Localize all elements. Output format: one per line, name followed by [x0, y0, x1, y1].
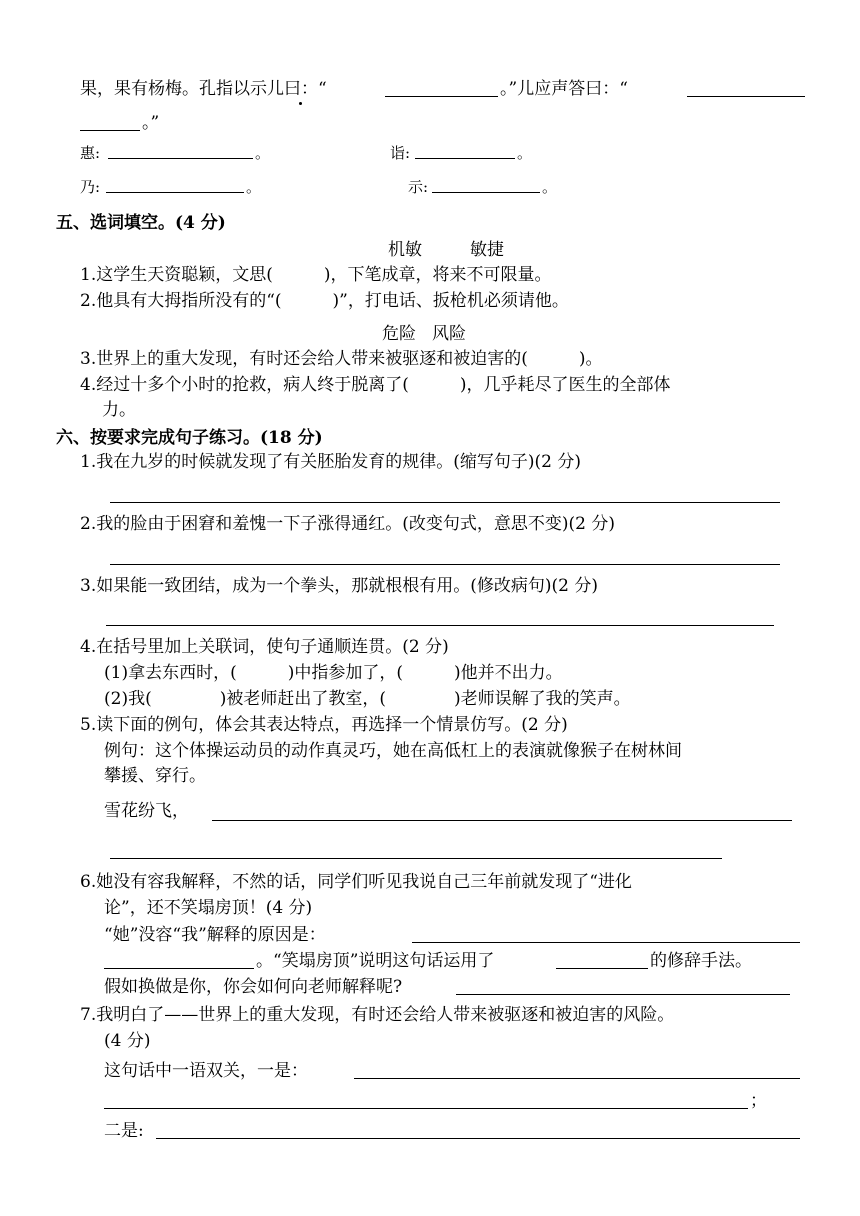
- answer-blank[interactable]: [106, 192, 244, 193]
- answer-line[interactable]: [106, 625, 774, 626]
- gloss-end: 。: [246, 178, 262, 196]
- gloss-nai: 乃:: [80, 178, 101, 196]
- answer-blank[interactable]: [104, 968, 254, 969]
- question-6-6-mid: 。“笑塌房顶”说明这句话运用了: [256, 951, 495, 971]
- question-6-7-two: 二是:: [104, 1121, 144, 1141]
- question-5-4: 4.经过十多个小时的抢救，病人终于脱离了( )，几乎耗尽了医生的全部体: [80, 375, 671, 395]
- answer-blank[interactable]: [385, 96, 498, 97]
- question-6-4-2: (2)我( )被老师赶出了教室，( )老师误解了我的笑声。: [104, 689, 631, 709]
- passage-line1-b: 。”儿应声答曰：“: [500, 79, 628, 99]
- answer-line[interactable]: [156, 1138, 800, 1139]
- answer-line[interactable]: [354, 1078, 800, 1079]
- gloss-end: 。: [255, 144, 271, 162]
- question-6-6: 6.她没有容我解释，不然的话，同学们听见我说自己三年前就发现了“进化: [80, 872, 632, 892]
- passage-line1-a: 果，果有杨梅。孔指以示儿曰：“: [80, 79, 327, 99]
- question-6-2: 2.我的脸由于困窘和羞愧一下子涨得通红。(改变句式，意思不变)(2 分): [80, 514, 615, 534]
- emphasis-dot: [299, 102, 302, 105]
- gloss-shi: 示:: [408, 178, 429, 196]
- section5-title: 五、选词填空。(4 分): [56, 213, 226, 233]
- question-6-5-example: 例句：这个体操运动员的动作真灵巧，她在高低杠上的表演就像猴子在树林间: [104, 741, 682, 761]
- question-6-6-ask: 假如换做是你，你会如何向老师解释呢?: [104, 977, 403, 997]
- question-6-7-semicolon: ；: [750, 1091, 767, 1111]
- answer-blank[interactable]: [556, 968, 648, 969]
- question-6-5-prompt: 雪花纷飞，: [104, 801, 189, 821]
- gloss-yi: 诣:: [390, 144, 411, 162]
- question-6-5-example-cont: 攀援、穿行。: [104, 766, 206, 786]
- passage-line2-end: 。”: [142, 113, 160, 133]
- question-6-3: 3.如果能一致团结，成为一个拳头，那就根根有用。(修改病句)(2 分): [80, 576, 598, 596]
- question-6-1: 1.我在九岁的时候就发现了有关胚胎发育的规律。(缩写句子)(2 分): [80, 452, 581, 472]
- answer-line[interactable]: [110, 858, 722, 859]
- answer-blank[interactable]: [432, 192, 540, 193]
- question-5-2: 2.他具有大拇指所没有的“( )”，打电话、扳枪机必须请他。: [80, 291, 569, 311]
- question-5-1: 1.这学生天资聪颖，文思( )，下笔成章，将来不可限量。: [80, 265, 552, 285]
- answer-line[interactable]: [456, 994, 790, 995]
- answer-line[interactable]: [104, 1108, 748, 1109]
- word-choice: 风险: [432, 324, 466, 344]
- answer-blank[interactable]: [108, 158, 253, 159]
- question-6-7-score: (4 分): [104, 1031, 151, 1051]
- answer-blank[interactable]: [415, 158, 515, 159]
- gloss-end: 。: [542, 178, 558, 196]
- word-choice: 机敏: [388, 240, 422, 260]
- section6-title: 六、按要求完成句子练习。(18 分): [56, 428, 323, 448]
- question-6-6-cont: 论”，还不笑塌房顶！(4 分): [104, 898, 313, 918]
- answer-blank[interactable]: [80, 130, 140, 131]
- question-5-4-cont: 力。: [102, 400, 136, 420]
- gloss-hui: 惠:: [80, 144, 101, 162]
- answer-line[interactable]: [110, 564, 780, 565]
- answer-line[interactable]: [212, 820, 792, 821]
- question-6-5: 5.读下面的例句，体会其表达特点，再选择一个情景仿写。(2 分): [80, 715, 568, 735]
- answer-blank[interactable]: [687, 96, 805, 97]
- word-choice: 敏捷: [470, 240, 504, 260]
- question-6-7-one: 这句话中一语双关，一是：: [104, 1061, 308, 1081]
- question-6-4-1: (1)拿去东西时，( )中指参加了，( )他并不出力。: [104, 663, 563, 683]
- gloss-end: 。: [517, 144, 533, 162]
- answer-line[interactable]: [412, 942, 800, 943]
- question-6-4: 4.在括号里加上关联词，使句子通顺连贯。(2 分): [80, 637, 449, 657]
- question-6-6-mid-end: 的修辞手法。: [650, 951, 752, 971]
- word-choice: 危险: [382, 324, 416, 344]
- answer-line[interactable]: [110, 502, 780, 503]
- question-5-3: 3.世界上的重大发现，有时还会给人带来被驱逐和被迫害的( )。: [80, 349, 603, 369]
- question-6-7: 7.我明白了——世界上的重大发现，有时还会给人带来被驱逐和被迫害的风险。: [80, 1005, 675, 1025]
- question-6-6-reason: “她”没容“我”解释的原因是：: [104, 925, 326, 945]
